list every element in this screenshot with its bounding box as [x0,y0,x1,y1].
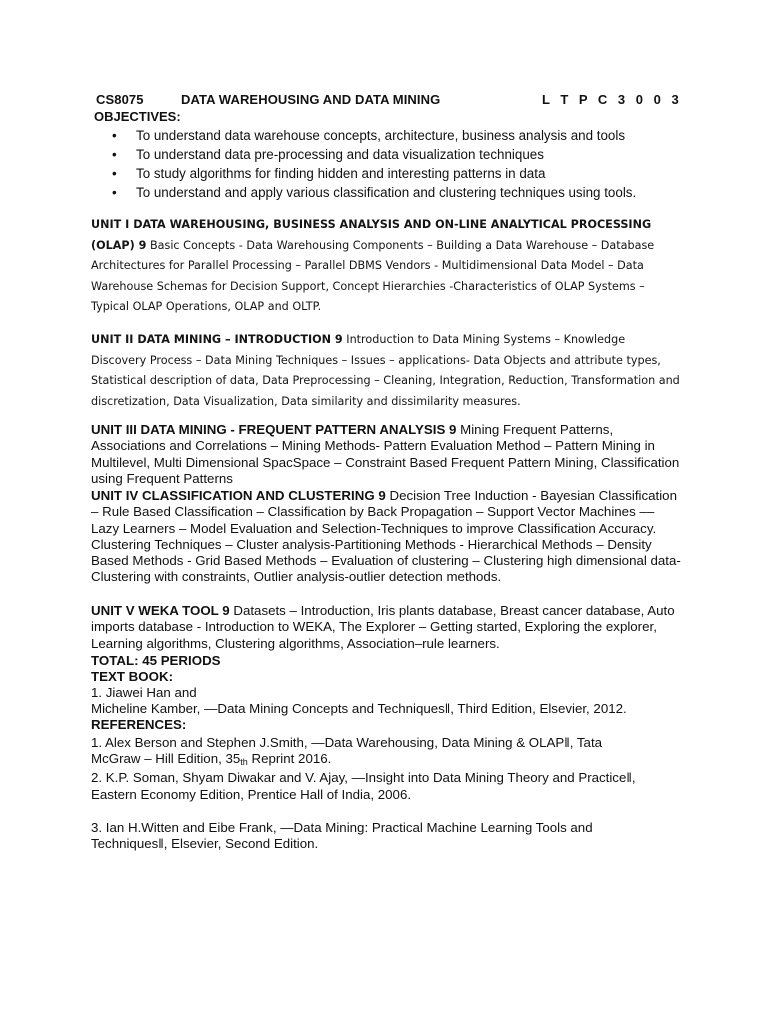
objective-item: • To understand data warehouse concepts, architecture, business analysis and tools [112,128,626,143]
reference-3-line-1: 3. Ian H.Witten and Eibe Frank, ―Data Mining: Practical Machine Learning Tools and [91,820,593,835]
bullet-icon: • [112,128,117,143]
objective-item: • To understand data pre-processing and data visualization techniques [112,147,544,162]
unit-4-body: Decision Tree Induction - Bayesian Classification – Rule Based Classification – Classification by Back Propagation – Support Vector Machines –– Lazy Learners – Model Evaluation and Selection-Techniques to improve Classification Accuracy. Clustering Techniques – Cluster analysis-Partitioning Methods - Hierarchical Methods – Density Based Methods - Grid Based Methods – Evaluation of clustering – Clustering high dimensional data- Clustering with constraints, Outlier analysis-outlier detection methods. [91,488,681,585]
unit-2-title: UNIT II DATA MINING – INTRODUCTION 9 [91,333,343,346]
unit-2-body: Introduction to Data Mining Systems – Knowledge Discovery Process – Data Mining Techniques – Issues – applications- Data Objects and attribute types, Statistical description of data, Data Preprocessing – Cleaning, Integration, Reduction, Transformation and discretization, Data Visualization, Data similarity and dissimilarity measures. [91,333,680,408]
objectives-list [112,126,636,202]
unit-3-title: UNIT III DATA MINING - FREQUENT PATTERN ANALYSIS 9 [91,422,457,437]
references-heading: REFERENCES: [91,717,187,732]
unit-1-body: Basic Concepts - Data Warehousing Components – Building a Data Warehouse – Database Architectures for Parallel Processing – Parallel DBMS Vendors - Multidimensional Data Model – Data Warehouse Schemas for Decision Support, Concept Hierarchies -Characteristics of OLAP Systems – Typical OLAP Operations, OLAP and OLTP. [91,238,655,314]
reference-2-line-2: Eastern Economy Edition, Prentice Hall of India, 2006. [91,787,412,802]
course-code: CS8075 [96,92,144,107]
course-title: DATA WAREHOUSING AND DATA MINING [181,92,441,107]
unit-4-title: UNIT IV CLASSIFICATION AND CLUSTERING 9 [91,488,386,503]
reference-1-line-2: McGraw – Hill Edition, $35_{th}$ Reprint 2016. [91,751,332,767]
bullet-icon: • [112,147,117,162]
objectives-heading: OBJECTIVES: [94,109,181,124]
bullet-icon: • [112,166,117,181]
bullet-icon: • [112,185,117,200]
reference-3-line-2: Techniques‖, Elsevier, Second Edition. [91,836,319,851]
unit-1-title: UNIT I DATA WAREHOUSING, BUSINESS ANALYSIS AND ON-LINE ANALYTICAL PROCESSING (OLAP) 9 [91,218,652,252]
unit-1-section [91,215,681,318]
unit-4-section [91,488,681,586]
unit-5-body: Datasets – Introduction, Iris plants database, Breast cancer database, Auto imports database - Introduction to WEKA, The Explorer – Getting started, Exploring the explorer, Learning algorithms, Clustering algorithms, Association–rule learners. [91,603,675,651]
unit-3-section [91,422,681,487]
objective-item: • To study algorithms for finding hidden and interesting patterns in data [112,166,546,181]
unit-3-body: Mining Frequent Patterns, Associations and Correlations – Mining Methods- Pattern Evaluation Method – Pattern Mining in Multilevel, Multi Dimensional SpacSpace – Constraint Based Frequent Pattern Mining, Classification using Frequent Patterns [91,422,680,486]
unit-5-title: UNIT V WEKA TOOL 9 [91,603,230,618]
objective-item: • To understand and apply various classification and clustering techniques using tools. [112,185,637,200]
textbook-line-2: Micheline Kamber, ―Data Mining Concepts and Techniques‖, Third Edition, Elsevier, 2012. [91,701,627,716]
unit-5-section [91,603,681,652]
reference-2-line-1: 2. K.P. Soman, Shyam Diwakar and V. Ajay, ―Insight into Data Mining Theory and Practice‖, [91,770,636,785]
textbook-heading: TEXT BOOK: [91,669,173,684]
course-ltpc: L T P C 3 0 0 3 [542,92,683,107]
unit-2-section [91,330,681,412]
reference-1-line-1: 1. Alex Berson and Stephen J.Smith, ―Data Warehousing, Data Mining & OLAP‖, Tata [91,735,603,750]
total-periods: TOTAL: 45 PERIODS [91,653,221,668]
textbook-line-1: 1. Jiawei Han and [91,685,197,700]
